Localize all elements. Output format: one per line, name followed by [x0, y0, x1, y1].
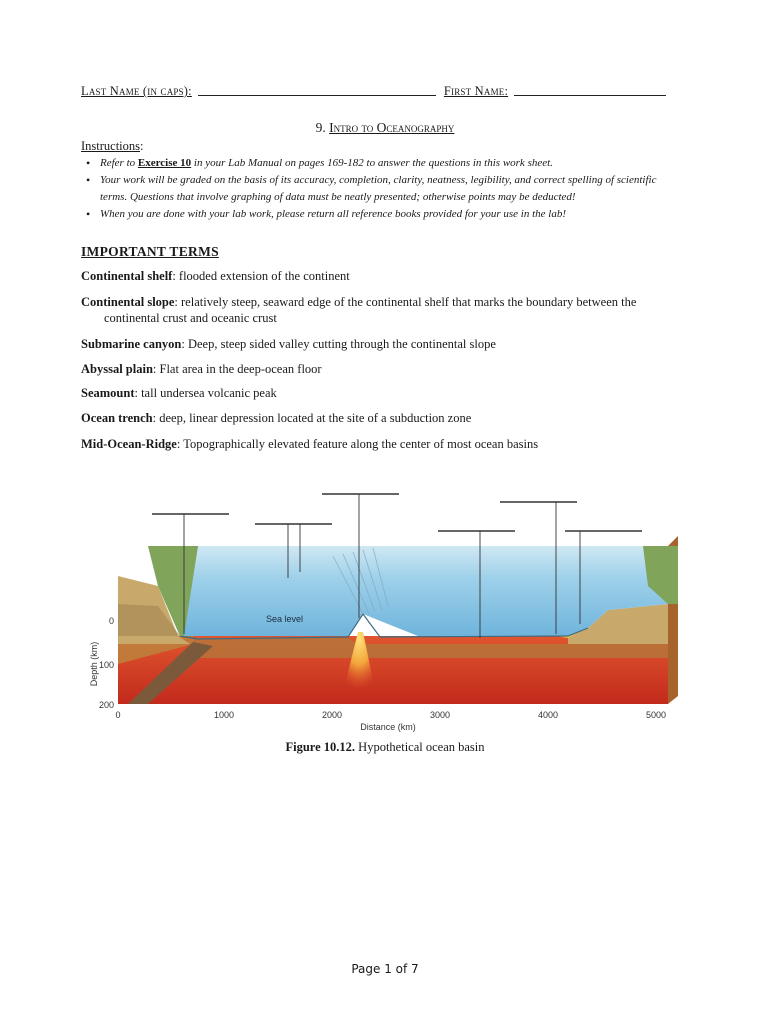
term-name: Ocean trench [81, 411, 153, 425]
y-tick-label: 200 [98, 700, 114, 710]
instructions-label: Instructions [81, 139, 141, 153]
exercise-link: Exercise 10 [137, 157, 192, 169]
x-axis-label: Distance (km) [360, 722, 416, 732]
term-entry [81, 294, 693, 326]
x-tick-label: 2000 [321, 710, 343, 720]
term-name: Submarine canyon [81, 337, 182, 351]
term-name: Continental slope [81, 295, 175, 309]
figure-caption [0, 740, 770, 755]
y-axis-label: Depth (km) [89, 641, 99, 687]
term-definition: : Deep, steep sided valley cutting through the continental slope [181, 337, 496, 351]
x-tick-label: 4000 [537, 710, 559, 720]
name-fields [81, 84, 666, 99]
term-definition: : Flat area in the deep-ocean floor [152, 362, 322, 376]
x-tick-label: 5000 [645, 710, 667, 720]
instruction-item: • When you are done with your lab work, please return all reference books provided for your use in the lab! [86, 206, 686, 223]
x-tick-label: 1000 [213, 710, 235, 720]
title-number: 9. [315, 120, 326, 135]
term-name: Abyssal plain [81, 362, 153, 376]
term-definition: : flooded extension of the continent [172, 269, 350, 283]
term-name: Continental shelf [81, 269, 173, 283]
term-entry [81, 436, 693, 452]
term-entry [81, 268, 693, 284]
term-name: Mid-Ocean-Ridge [81, 437, 177, 451]
y-tick-label: 0 [108, 616, 114, 626]
term-name: Seamount [81, 386, 135, 400]
sea-level-label: Sea level [266, 614, 304, 624]
caption-text: Hypothetical ocean basin [358, 740, 485, 754]
page-title [0, 120, 770, 136]
instruction-item [86, 155, 686, 172]
instructions-list [86, 155, 686, 223]
term-entry [81, 385, 693, 401]
first-name-label: First Name: [443, 84, 509, 98]
instruction-text: Refer to [100, 157, 138, 169]
term-entry [81, 410, 693, 426]
caption-label: Figure 10.12. [285, 740, 356, 754]
title-text: Intro to Oceanography [329, 120, 455, 135]
term-definition: : Topographically elevated feature along the center of most ocean basins [176, 437, 539, 451]
last-name-blank[interactable] [198, 95, 436, 96]
y-tick-label: 100 [98, 660, 114, 670]
term-definition: : relatively steep, seaward edge of the continental shelf that marks the boundary between the continental crust and oceanic crust [104, 295, 637, 325]
x-tick-label: 0 [115, 710, 121, 720]
term-entry [81, 361, 693, 377]
term-entry [81, 336, 693, 352]
instructions-heading: Instructions: [81, 139, 144, 153]
ocean-water [158, 546, 668, 636]
page-footer: Page 1 of 7 [351, 962, 419, 976]
x-tick-label: 3000 [429, 710, 451, 720]
term-definition: : tall undersea volcanic peak [134, 386, 277, 400]
term-definition: : deep, linear depression located at the site of a subduction zone [152, 411, 472, 425]
instruction-text: in your Lab Manual on pages 169-182 to answer the questions in this work sheet. [191, 157, 553, 169]
ocean-basin-diagram [88, 486, 678, 736]
first-name-blank[interactable] [514, 95, 666, 96]
label-blanks [152, 494, 642, 531]
instruction-item: • Your work will be graded on the basis of its accuracy, completion, clarity, neatness, legibility, and correct spelling of scientific terms. Questions that involve graphing of data must be neatly presented; otherwise points may be deducted! [86, 172, 686, 206]
terms-heading: IMPORTANT TERMS [81, 244, 219, 259]
last-name-label: Last Name (in caps): [81, 84, 192, 98]
